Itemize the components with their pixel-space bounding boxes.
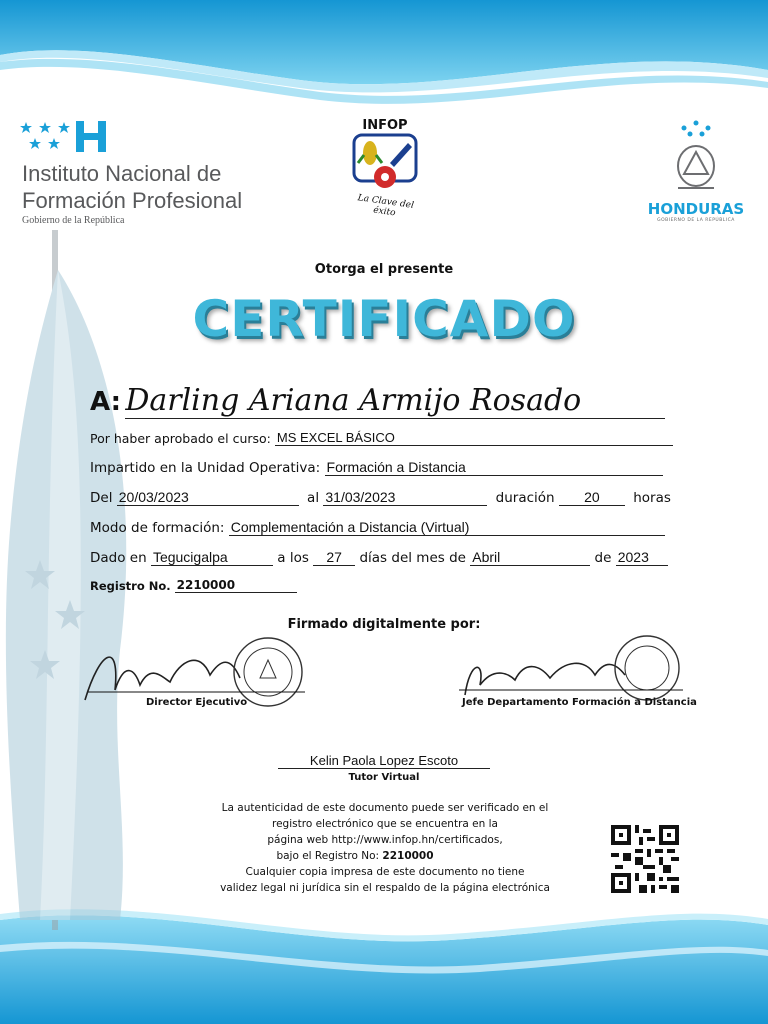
del-label: Del <box>90 490 113 506</box>
director-title: Director Ejecutivo <box>146 697 248 708</box>
unidad-line <box>90 459 663 476</box>
recipient-line <box>90 383 665 419</box>
institute-name-line1: Instituto Nacional de <box>22 161 222 186</box>
certificate-title: CERTIFICADO <box>192 290 576 348</box>
honduras-coat-of-arms-icon <box>666 118 726 196</box>
dia-label: a los <box>277 550 309 566</box>
del-value: 20/03/2023 <box>117 489 299 506</box>
al-value: 31/03/2023 <box>323 489 487 506</box>
dado-line <box>90 549 668 566</box>
verification-line-2: registro electrónico que se encuentra en la <box>272 818 498 830</box>
honduras-stars-h-icon <box>20 118 110 154</box>
infop-motto: La Clave del éxito <box>356 193 415 219</box>
dado-label: Dado en <box>90 550 147 566</box>
dia-value: 27 <box>313 549 355 566</box>
verification-registro-value: 2210000 <box>382 850 434 862</box>
recipient-name: Darling Ariana Armijo Rosado <box>125 383 665 419</box>
verification-text <box>205 800 565 896</box>
verification-line-3: página web http://www.infop.hn/certificados, <box>267 834 503 846</box>
signatures-heading: Firmado digitalmente por: <box>287 617 481 632</box>
verification-line-5: Cualquier copia impresa de este documento no tiene <box>245 866 525 878</box>
recipient-prefix: A: <box>90 387 122 417</box>
fechas-line <box>90 489 671 506</box>
tutor-name: Kelin Paola Lopez Escoto <box>278 753 490 769</box>
infop-emblem-icon <box>350 133 420 193</box>
anio-value: 2023 <box>616 549 668 566</box>
modo-value: Complementación a Distancia (Virtual) <box>229 519 665 536</box>
dado-value: Tegucigalpa <box>151 549 273 566</box>
duracion-label: duración <box>495 490 555 506</box>
verification-line-1: La autenticidad de este documento puede ser verificado en el <box>221 802 549 814</box>
department-head-title: Jefe Departamento Formación a Distancia <box>462 697 697 708</box>
verification-registro-label: bajo el Registro No: <box>276 850 380 862</box>
registro-line <box>90 578 297 593</box>
registro-value: 2210000 <box>175 578 297 593</box>
duracion-value: 20 <box>559 489 625 506</box>
unidad-label: Impartido en la Unidad Operativa: <box>90 460 321 476</box>
curso-line <box>90 430 673 446</box>
institute-name <box>22 160 242 214</box>
top-wave-decoration <box>0 0 768 110</box>
infop-name: INFOP <box>362 118 408 133</box>
qr-code-icon[interactable] <box>611 825 679 893</box>
mes-value: Abril <box>470 549 590 566</box>
registro-label: Registro No. <box>90 579 171 593</box>
curso-value: MS EXCEL BÁSICO <box>275 430 673 446</box>
unidad-value: Formación a Distancia <box>325 459 663 476</box>
honduras-name: HONDURAS <box>647 200 745 218</box>
al-label: al <box>307 490 320 506</box>
instituto-logo <box>20 118 110 158</box>
institute-subtitle: Gobierno de la República <box>22 215 125 226</box>
honduras-logo <box>640 118 752 223</box>
anio-label: de <box>594 550 612 566</box>
modo-label: Modo de formación: <box>90 520 225 536</box>
honduras-subtitle: GOBIERNO DE LA REPÚBLICA <box>657 218 735 223</box>
verification-line-6: validez legal ni jurídica sin el respaldo de la página electrónica <box>220 882 550 894</box>
modo-line <box>90 519 665 536</box>
intro-text: Otorga el presente <box>314 262 454 277</box>
tutor-title: Tutor Virtual <box>348 772 420 783</box>
horas-label: horas <box>633 490 671 506</box>
mes-label: días del mes de <box>359 550 466 566</box>
institute-name-line2: Formación Profesional <box>22 188 243 213</box>
curso-label: Por haber aprobado el curso: <box>90 431 271 446</box>
infop-logo <box>345 118 425 217</box>
